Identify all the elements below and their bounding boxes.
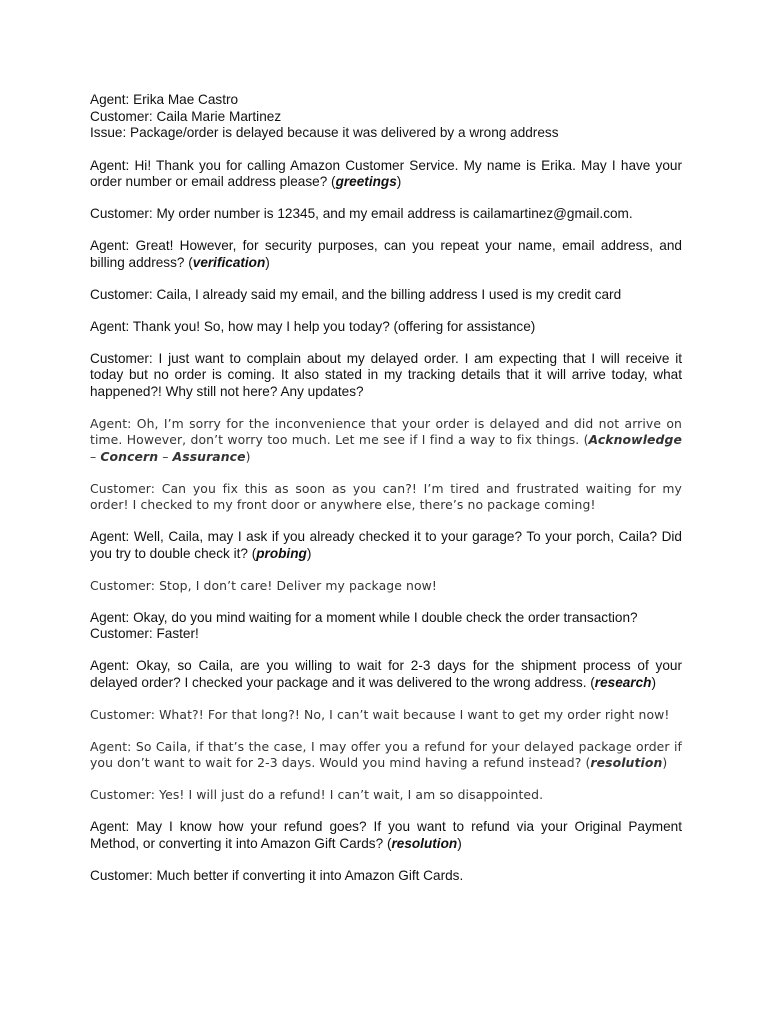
dialogue-line-9: Agent: Well, Caila, may I ask if you already checked it to your garage? To your porch, Caila? Did you try to double check it? (probing) bbox=[90, 529, 682, 561]
document-header bbox=[90, 92, 682, 142]
technique-tag: resolution bbox=[590, 755, 663, 770]
dialogue-line-8: Customer: Can you fix this as soon as you can?! I’m tired and frustrated waiting for my order! I checked to my front door or anywhere else, there’s no package coming! bbox=[90, 480, 682, 512]
dialogue-line-3: Agent: Great! However, for security purposes, can you repeat your name, email address, and billing address? (verification) bbox=[90, 238, 682, 270]
technique-tag: research bbox=[594, 674, 652, 690]
technique-tag: Assurance bbox=[172, 448, 246, 464]
technique-tag: Concern bbox=[100, 448, 159, 464]
dialogue-line-2: Customer: My order number is 12345, and my email address is cailamartinez@gmail.com. bbox=[90, 206, 633, 221]
technique-tag: probing bbox=[256, 545, 307, 561]
dialogue-line-6: Customer: I just want to complain about my delayed order. I am expecting that I will receive it today but no order is coming. It also stated in my tracking details that it will arrive today, what happened?! Why still not here? Any updates? bbox=[90, 350, 682, 399]
dialogue-line-16: Customer: Yes! I will just do a refund! I can’t wait, I am so disappointed. bbox=[90, 787, 544, 802]
technique-tag: Acknowledge bbox=[588, 432, 682, 447]
dialogue-line-5: Agent: Thank you! So, how may I help you today? (offering for assistance) bbox=[90, 318, 536, 334]
dialogue-line-1: Agent: Hi! Thank you for calling Amazon Customer Service. My name is Erika. May I have your order number or email address please? (greetings) bbox=[90, 157, 682, 189]
dialogue-line-13: Agent: Okay, so Caila, are you willing to wait for 2-3 days for the shipment process of your delayed order? I checked your package and it was delivered to the wrong address. (research) bbox=[90, 658, 682, 690]
transcript-document bbox=[90, 92, 682, 900]
dialogue-line-11: Agent: Okay, do you mind waiting for a moment while I double check the order transaction? bbox=[90, 609, 638, 625]
dialogue-line-17: Agent: May I know how your refund goes? If you want to refund via your Original Payment Method, or converting it into Amazon Gift Cards? (resolution) bbox=[90, 819, 682, 851]
technique-tag: verification bbox=[192, 254, 266, 270]
customer-name-line: Customer: Caila Marie Martinez bbox=[90, 108, 282, 124]
issue-line: Issue: Package/order is delayed because it was delivered by a wrong address bbox=[90, 125, 559, 140]
dialogue-line-15: Agent: So Caila, if that’s the case, I may offer you a refund for your delayed package order if you don’t want to wait for 2-3 days. Would you mind having a refund instead? (resolution) bbox=[90, 738, 682, 770]
dialogue-line-4: Customer: Caila, I already said my email, and the billing address I used is my credit card bbox=[90, 286, 622, 302]
dialogue-line-18: Customer: Much better if converting it into Amazon Gift Cards. bbox=[90, 867, 464, 883]
dialogue-line-12: Customer: Faster! bbox=[90, 626, 199, 641]
dialogue-line-14: Customer: What?! For that long?! No, I can’t wait because I want to get my order right now! bbox=[90, 706, 670, 722]
technique-tag: resolution bbox=[391, 835, 458, 851]
dialogue-line-10: Customer: Stop, I don’t care! Deliver my package now! bbox=[90, 577, 437, 593]
agent-name-line: Agent: Erika Mae Castro bbox=[90, 92, 239, 107]
dialogue-line-7: Agent: Oh, I’m sorry for the inconvenience that your order is delayed and did not arrive on time. However, don’t worry too much. Let me see if I find a way to fix things. (Acknowledge – Concern – Assurance) bbox=[90, 415, 682, 464]
technique-tag: greetings bbox=[335, 174, 397, 189]
